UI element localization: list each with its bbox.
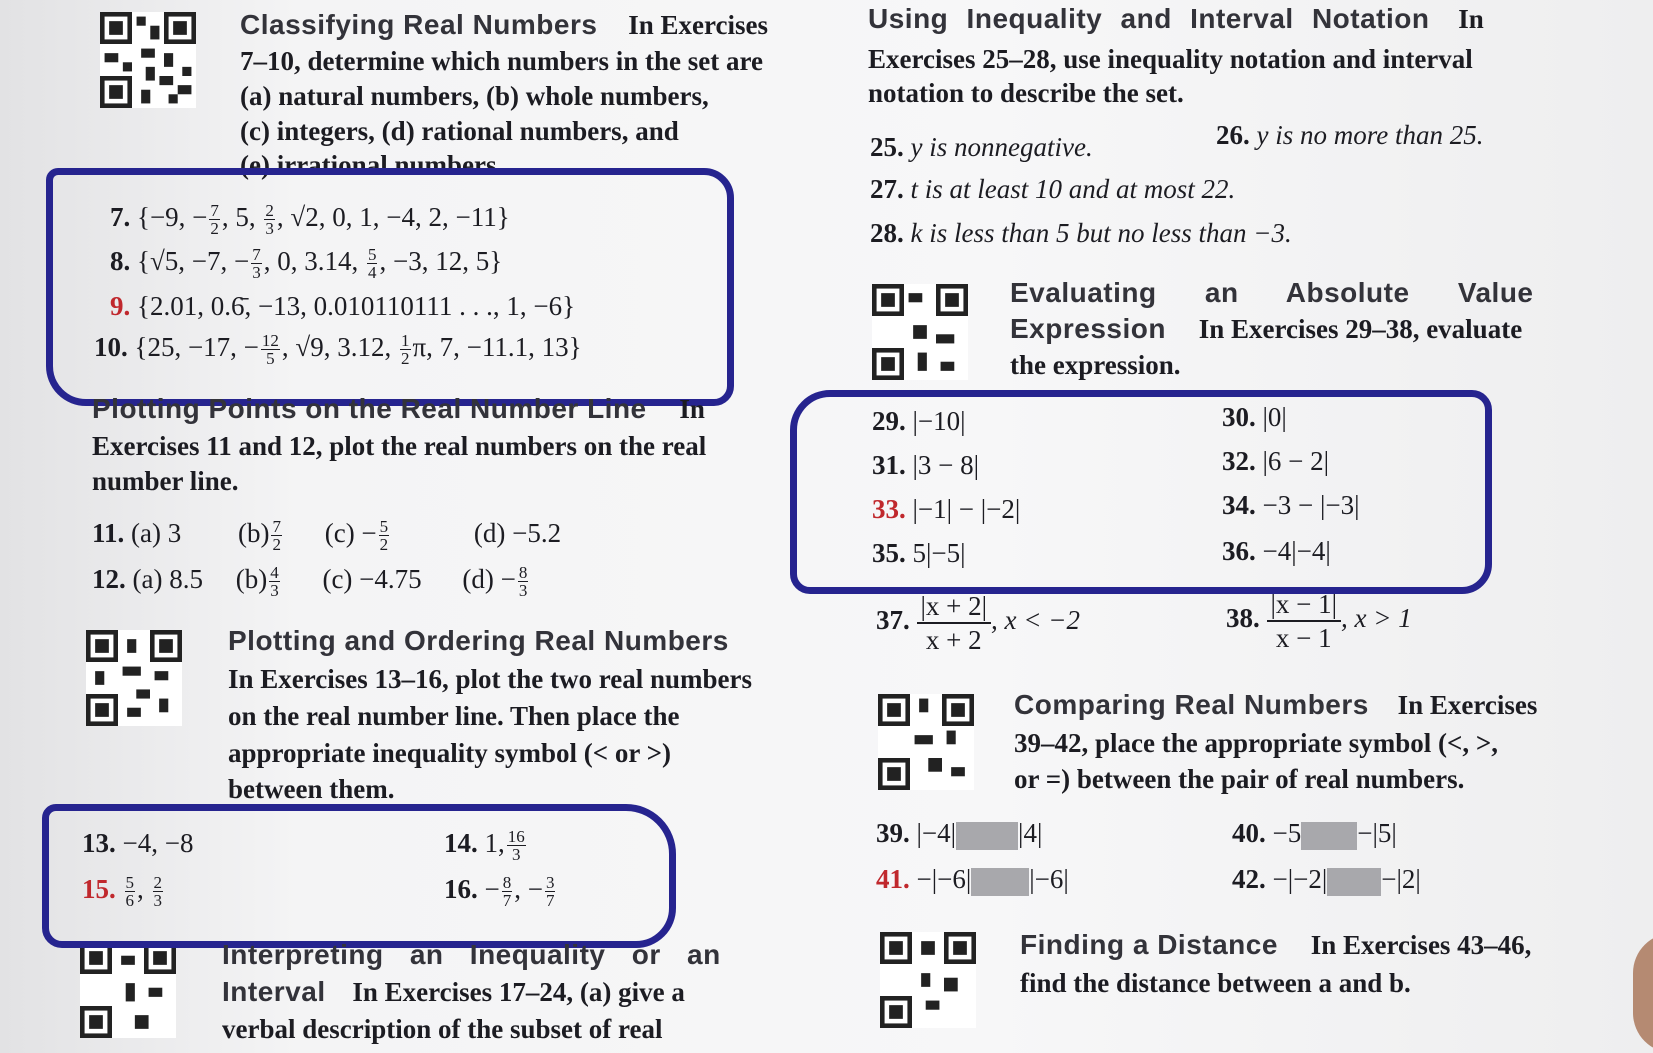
exercise-text: −|−6| xyxy=(916,864,972,894)
exercise-25 xyxy=(870,130,1093,164)
exercise-text: −5 xyxy=(1272,818,1302,848)
exercise-text: , 0, 3.14, xyxy=(263,246,359,276)
fraction xyxy=(271,518,282,553)
denominator: 4 xyxy=(367,263,377,283)
exercise-number: 25. xyxy=(870,132,904,162)
section-text: (e) irrational numbers. xyxy=(240,150,504,180)
exercise-37 xyxy=(876,590,1080,656)
section-absolute-line2 xyxy=(1010,312,1522,346)
exercise-text: , √9, 3.12, xyxy=(281,332,392,362)
exercise-number: 15. xyxy=(82,874,116,904)
denominator: 2 xyxy=(379,535,389,555)
numerator: 2 xyxy=(265,201,274,221)
numerator: 7 xyxy=(210,201,219,221)
denominator: 2 xyxy=(272,535,281,555)
section-text: In Exercises 17–24, (a) give a xyxy=(352,977,685,1007)
exercise-number: 38. xyxy=(1226,603,1260,634)
exercise-text: −|5| xyxy=(1357,818,1397,848)
exercise-number: 40. xyxy=(1232,818,1266,848)
exercise-42 xyxy=(1232,862,1421,896)
section-text: find the distance between a and b. xyxy=(1020,968,1411,998)
section-title: Comparing Real Numbers xyxy=(1014,689,1369,720)
condition: , x > 1 xyxy=(1341,603,1412,634)
exercise-text: |0| xyxy=(1262,402,1287,432)
section-distance xyxy=(1020,928,1531,962)
section-text: number line. xyxy=(92,466,239,496)
exercise-number: 16. xyxy=(444,874,478,904)
exercise-text: k is less than 5 but no less than −3. xyxy=(910,218,1292,248)
denominator: 6 xyxy=(125,891,134,911)
exercise-number: 37. xyxy=(876,605,910,636)
qr-code xyxy=(86,630,182,726)
exercise-text: y is nonnegative. xyxy=(910,132,1093,162)
section-text: on the real number line. Then place the xyxy=(228,701,680,731)
numerator: 16 xyxy=(507,827,525,847)
exercise-27 xyxy=(870,172,1235,206)
exercise-part: (c) − xyxy=(324,518,377,548)
exercise-number: 33. xyxy=(872,494,906,524)
numerator: |x + 2| xyxy=(917,590,992,624)
exercise-number: 28. xyxy=(870,218,904,248)
denominator: 3 xyxy=(512,845,521,865)
section-title: Classifying Real Numbers xyxy=(240,9,598,40)
exercise-part: (c) −4.75 xyxy=(322,564,422,594)
numerator: 4 xyxy=(270,563,279,583)
highlight-box xyxy=(790,390,1492,594)
exercise-number: 34. xyxy=(1222,490,1256,520)
section-title: Plotting and Ordering Real Numbers xyxy=(228,625,729,656)
section-comparing xyxy=(1014,688,1537,722)
exercise-text: −3 − |−3| xyxy=(1262,490,1360,520)
exercise-part: (b) xyxy=(237,518,270,548)
denominator: 3 xyxy=(270,581,279,601)
answer-box[interactable] xyxy=(1301,822,1357,850)
numerator: |x − 1| xyxy=(1267,588,1342,622)
exercise-40 xyxy=(1232,816,1397,850)
section-title: Interval xyxy=(222,976,326,1007)
section-text: (c) integers, (d) rational numbers, and xyxy=(240,116,679,146)
exercise-number: 14. xyxy=(444,828,478,858)
answer-box[interactable] xyxy=(956,822,1018,850)
section-title: Plotting Points on the Real Number Line xyxy=(92,393,647,424)
exercise-11 xyxy=(92,516,561,553)
section-text: In Exercises 43–46, xyxy=(1310,930,1532,960)
exercise-text: {√5, −7, − xyxy=(137,246,250,276)
exercise-text: , − xyxy=(514,874,543,904)
exercise-text: |−1| − |−2| xyxy=(912,494,1021,524)
exercise-text: {25, −17, − xyxy=(134,332,259,362)
exercise-26 xyxy=(1216,118,1483,152)
exercise-part: (d) − xyxy=(462,564,516,594)
numerator: 1 xyxy=(401,331,410,351)
section-text: verbal description of the subset of real xyxy=(222,1014,663,1044)
exercise-number: 42. xyxy=(1232,864,1266,894)
section-text: In Exercises xyxy=(1397,690,1538,720)
exercise-text: |−10| xyxy=(912,406,966,436)
exercise-text: |4| xyxy=(1018,818,1043,848)
numerator: 7 xyxy=(272,517,281,537)
section-text: notation to describe the set. xyxy=(868,78,1184,108)
numerator: 8 xyxy=(518,563,528,583)
section-text: In xyxy=(1458,4,1484,34)
denominator: 7 xyxy=(502,891,512,911)
exercise-text: 1, xyxy=(484,828,505,858)
section-text: Exercises 25–28, use inequality notation and interval xyxy=(868,44,1473,74)
exercise-text: π, 7, −11.1, 13} xyxy=(412,332,582,362)
exercise-39 xyxy=(876,816,1042,850)
section-interpreting-line2 xyxy=(222,975,685,1009)
numerator: 2 xyxy=(153,873,162,893)
numerator: 7 xyxy=(252,245,261,265)
fraction xyxy=(269,564,280,599)
section-interpreting xyxy=(222,938,721,972)
denominator: x − 1 xyxy=(1275,623,1332,653)
exercise-text: {−9, − xyxy=(137,202,208,232)
fraction xyxy=(518,564,529,599)
exercise-text: , −3, 12, 5} xyxy=(379,246,503,276)
exercise-text: −4|−4| xyxy=(1262,536,1331,566)
denominator: 3 xyxy=(252,263,261,283)
exercise-41 xyxy=(876,862,1069,896)
qr-code xyxy=(80,942,176,1038)
exercise-part: (b) xyxy=(235,564,268,594)
numerator: 12 xyxy=(261,331,279,351)
exercise-part: (a) 8.5 xyxy=(132,564,203,594)
qr-code xyxy=(878,694,974,790)
denominator: x + 2 xyxy=(925,625,982,655)
section-text: (a) natural numbers, (b) whole numbers, xyxy=(240,81,709,111)
answer-box[interactable] xyxy=(971,868,1029,896)
exercise-text: |−6| xyxy=(1029,864,1069,894)
section-text: or =) between the pair of real numbers. xyxy=(1014,764,1465,794)
section-text: In Exercises 13–16, plot the two real numbers xyxy=(228,664,752,694)
exercise-number: 9. xyxy=(110,291,131,321)
section-text: 7–10, determine which numbers in the set are xyxy=(240,46,763,76)
section-title: Interpreting an Inequality or an xyxy=(222,939,721,970)
answer-box[interactable] xyxy=(1327,868,1381,896)
denominator: 2 xyxy=(210,219,219,239)
qr-code xyxy=(100,12,196,108)
exercise-number: 11. xyxy=(92,518,125,548)
section-plotting xyxy=(92,392,705,426)
section-ordering xyxy=(228,624,729,658)
denominator: 5 xyxy=(266,349,275,369)
qr-code xyxy=(880,932,976,1028)
exercise-number: 10. xyxy=(94,332,128,362)
highlight-box xyxy=(42,804,676,948)
denominator: 3 xyxy=(153,891,162,911)
section-text: Exercises 11 and 12, plot the real numbers on the real xyxy=(92,431,707,461)
exercise-number: 39. xyxy=(876,818,910,848)
separator: , xyxy=(137,874,144,904)
exercise-text: t is at least 10 and at most 22. xyxy=(910,174,1236,204)
denominator: 2 xyxy=(401,349,410,369)
exercise-text: −4, −8 xyxy=(122,828,194,858)
exercise-text: −|2| xyxy=(1381,864,1421,894)
exercise-number: 32. xyxy=(1222,446,1256,476)
numerator: 3 xyxy=(545,873,555,893)
numerator: 8 xyxy=(502,873,512,893)
exercise-text: 5|−5| xyxy=(912,538,966,568)
section-inequality xyxy=(868,2,1484,36)
exercise-38 xyxy=(1226,588,1412,654)
section-text: the expression. xyxy=(1010,350,1181,380)
exercise-number: 30. xyxy=(1222,402,1256,432)
exercise-text: y is no more than 25. xyxy=(1256,120,1484,150)
section-text: In Exercises xyxy=(628,10,768,40)
condition: , x < −2 xyxy=(991,605,1080,636)
highlight-box xyxy=(46,168,734,406)
exercise-number: 8. xyxy=(110,246,131,276)
section-classifying xyxy=(240,8,768,42)
fraction xyxy=(1267,588,1342,654)
exercise-text: |6 − 2| xyxy=(1262,446,1330,476)
exercise-text: , 5, xyxy=(221,202,256,232)
finger-shadow xyxy=(1633,933,1653,1053)
exercise-28 xyxy=(870,216,1292,250)
exercise-number: 26. xyxy=(1216,120,1250,150)
denominator: 3 xyxy=(265,219,274,239)
qr-code xyxy=(872,284,968,380)
exercise-number: 27. xyxy=(870,174,904,204)
section-text: 39–42, place the appropriate symbol (<, >, xyxy=(1014,728,1499,758)
section-absolute xyxy=(1010,276,1534,310)
fraction xyxy=(917,590,992,656)
numerator: 5 xyxy=(125,873,134,893)
section-text: In Exercises 29–38, evaluate xyxy=(1198,314,1523,344)
exercise-number: 35. xyxy=(872,538,906,568)
exercise-text: |3 − 8| xyxy=(912,450,980,480)
numerator: 5 xyxy=(379,517,389,537)
exercise-number: 36. xyxy=(1222,536,1256,566)
exercise-text: {2.01, 0.6̄, −13, 0.010110111 . . ., 1, −6} xyxy=(137,291,576,321)
exercise-part: (d) −5.2 xyxy=(473,518,562,548)
exercise-12 xyxy=(92,562,530,599)
section-title: Using Inequality and Interval Notation xyxy=(868,3,1430,34)
exercise-number: 13. xyxy=(82,828,116,858)
section-text: between them. xyxy=(228,774,395,804)
section-text: In xyxy=(679,394,705,424)
exercise-number: 41. xyxy=(876,864,910,894)
fraction xyxy=(379,518,390,553)
exercise-number: 29. xyxy=(872,406,906,436)
exercise-part: (a) 3 xyxy=(131,518,182,548)
section-title: Expression xyxy=(1010,313,1166,344)
exercise-text: − xyxy=(484,874,500,904)
exercise-number: 7. xyxy=(110,202,131,232)
exercise-number: 31. xyxy=(872,450,906,480)
exercise-text: , √2, 0, 1, −4, 2, −11} xyxy=(276,202,510,232)
exercise-text: −|−2| xyxy=(1272,864,1328,894)
exercise-text: |−4| xyxy=(916,818,957,848)
section-title: Evaluating an Absolute Value xyxy=(1010,277,1534,308)
denominator: 3 xyxy=(518,581,528,601)
section-text: appropriate inequality symbol (< or >) xyxy=(228,738,672,768)
exercise-number: 12. xyxy=(92,564,126,594)
section-title: Finding a Distance xyxy=(1020,929,1278,960)
denominator: 7 xyxy=(545,891,555,911)
numerator: 5 xyxy=(367,245,377,265)
